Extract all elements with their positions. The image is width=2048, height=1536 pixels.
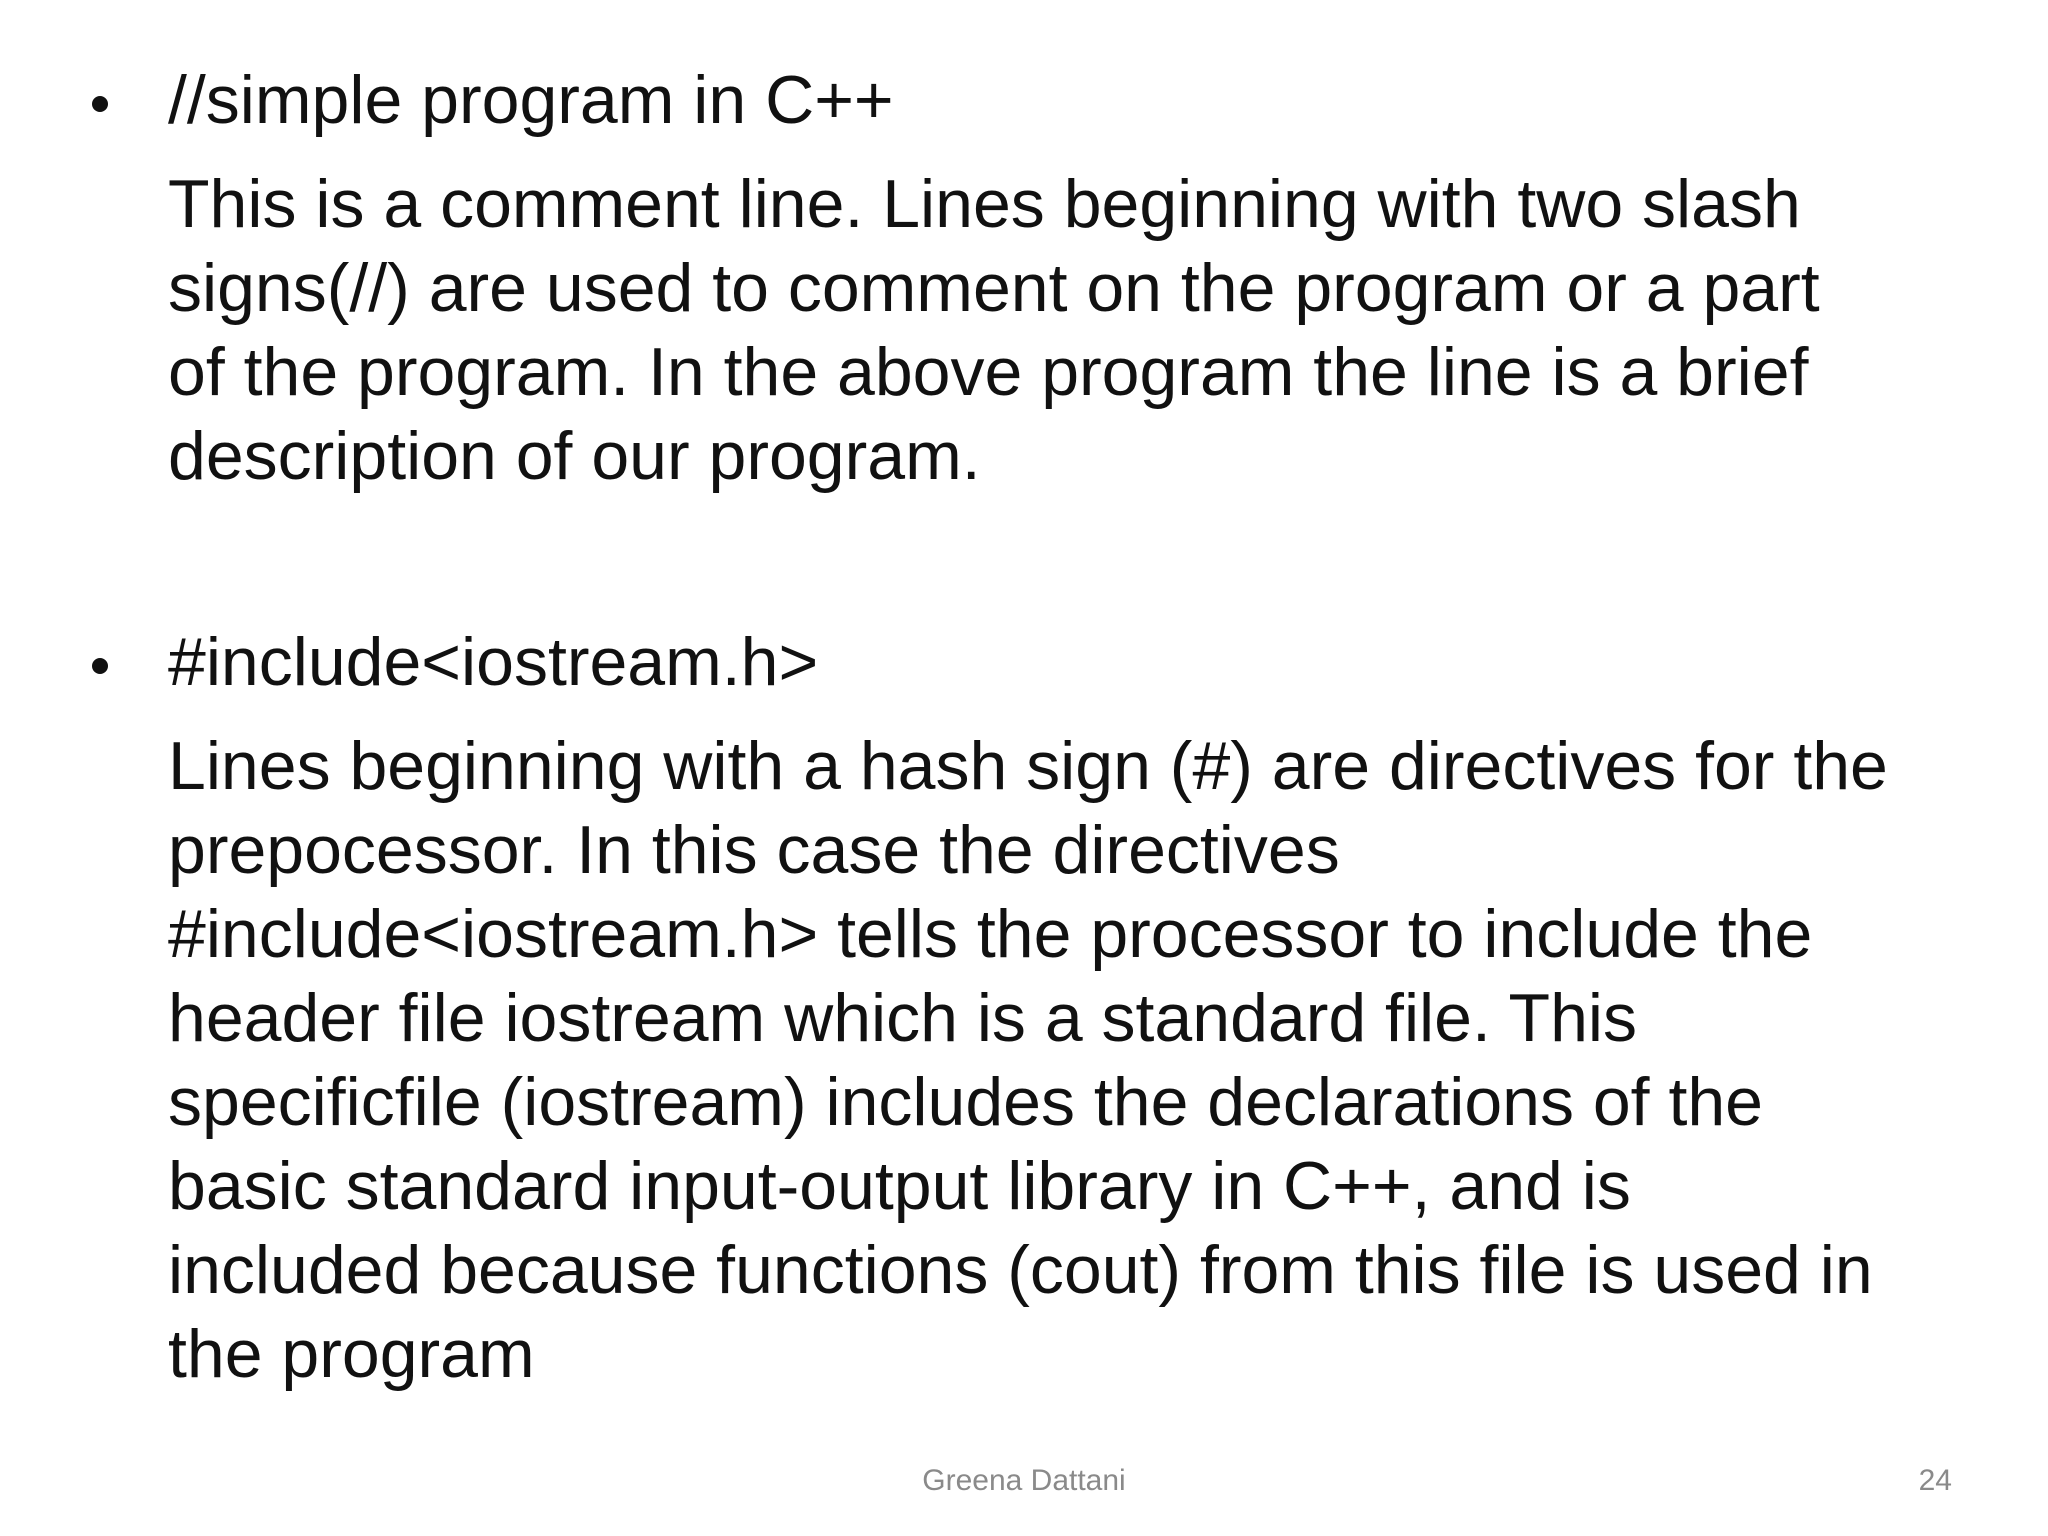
bullet-section-include xyxy=(0,620,2048,704)
bullet-heading-row xyxy=(0,58,2048,142)
bullet-icon xyxy=(92,658,108,674)
paragraph-line: This is a comment line. Lines beginning with two slash xyxy=(168,166,1801,242)
bullet-heading: //simple program in C++ xyxy=(168,62,894,138)
paragraph-line: the program xyxy=(168,1316,535,1392)
paragraph-line: Lines beginning with a hash sign (#) are directives for the xyxy=(168,728,1888,804)
bullet-heading-row xyxy=(0,620,2048,704)
paragraph-line: basic standard input-output library in C++, and is xyxy=(168,1148,1631,1224)
paragraph-line: signs(//) are used to comment on the program or a part xyxy=(168,250,1820,326)
slide-page-number: 24 xyxy=(1918,1464,1952,1497)
paragraph-line: header file iostream which is a standard file. This xyxy=(168,980,1638,1056)
section-paragraph-comment xyxy=(168,162,1998,498)
footer-author: Greena Dattani xyxy=(922,1464,1126,1497)
paragraph-line: description of our program. xyxy=(168,418,981,494)
paragraph-line: specificfile (iostream) includes the declarations of the xyxy=(168,1064,1763,1140)
paragraph-line: prepocessor. In this case the directives xyxy=(168,812,1340,888)
paragraph-line: of the program. In the above program the line is a brief xyxy=(168,334,1809,410)
bullet-icon xyxy=(92,96,108,112)
paragraph-line: #include<iostream.h> tells the processor to include the xyxy=(168,896,1813,972)
section-paragraph-include xyxy=(168,724,1998,1396)
bullet-section-comment xyxy=(0,58,2048,142)
bullet-heading: #include<iostream.h> xyxy=(168,624,819,700)
paragraph-line: included because functions (cout) from this file is used in xyxy=(168,1232,1873,1308)
